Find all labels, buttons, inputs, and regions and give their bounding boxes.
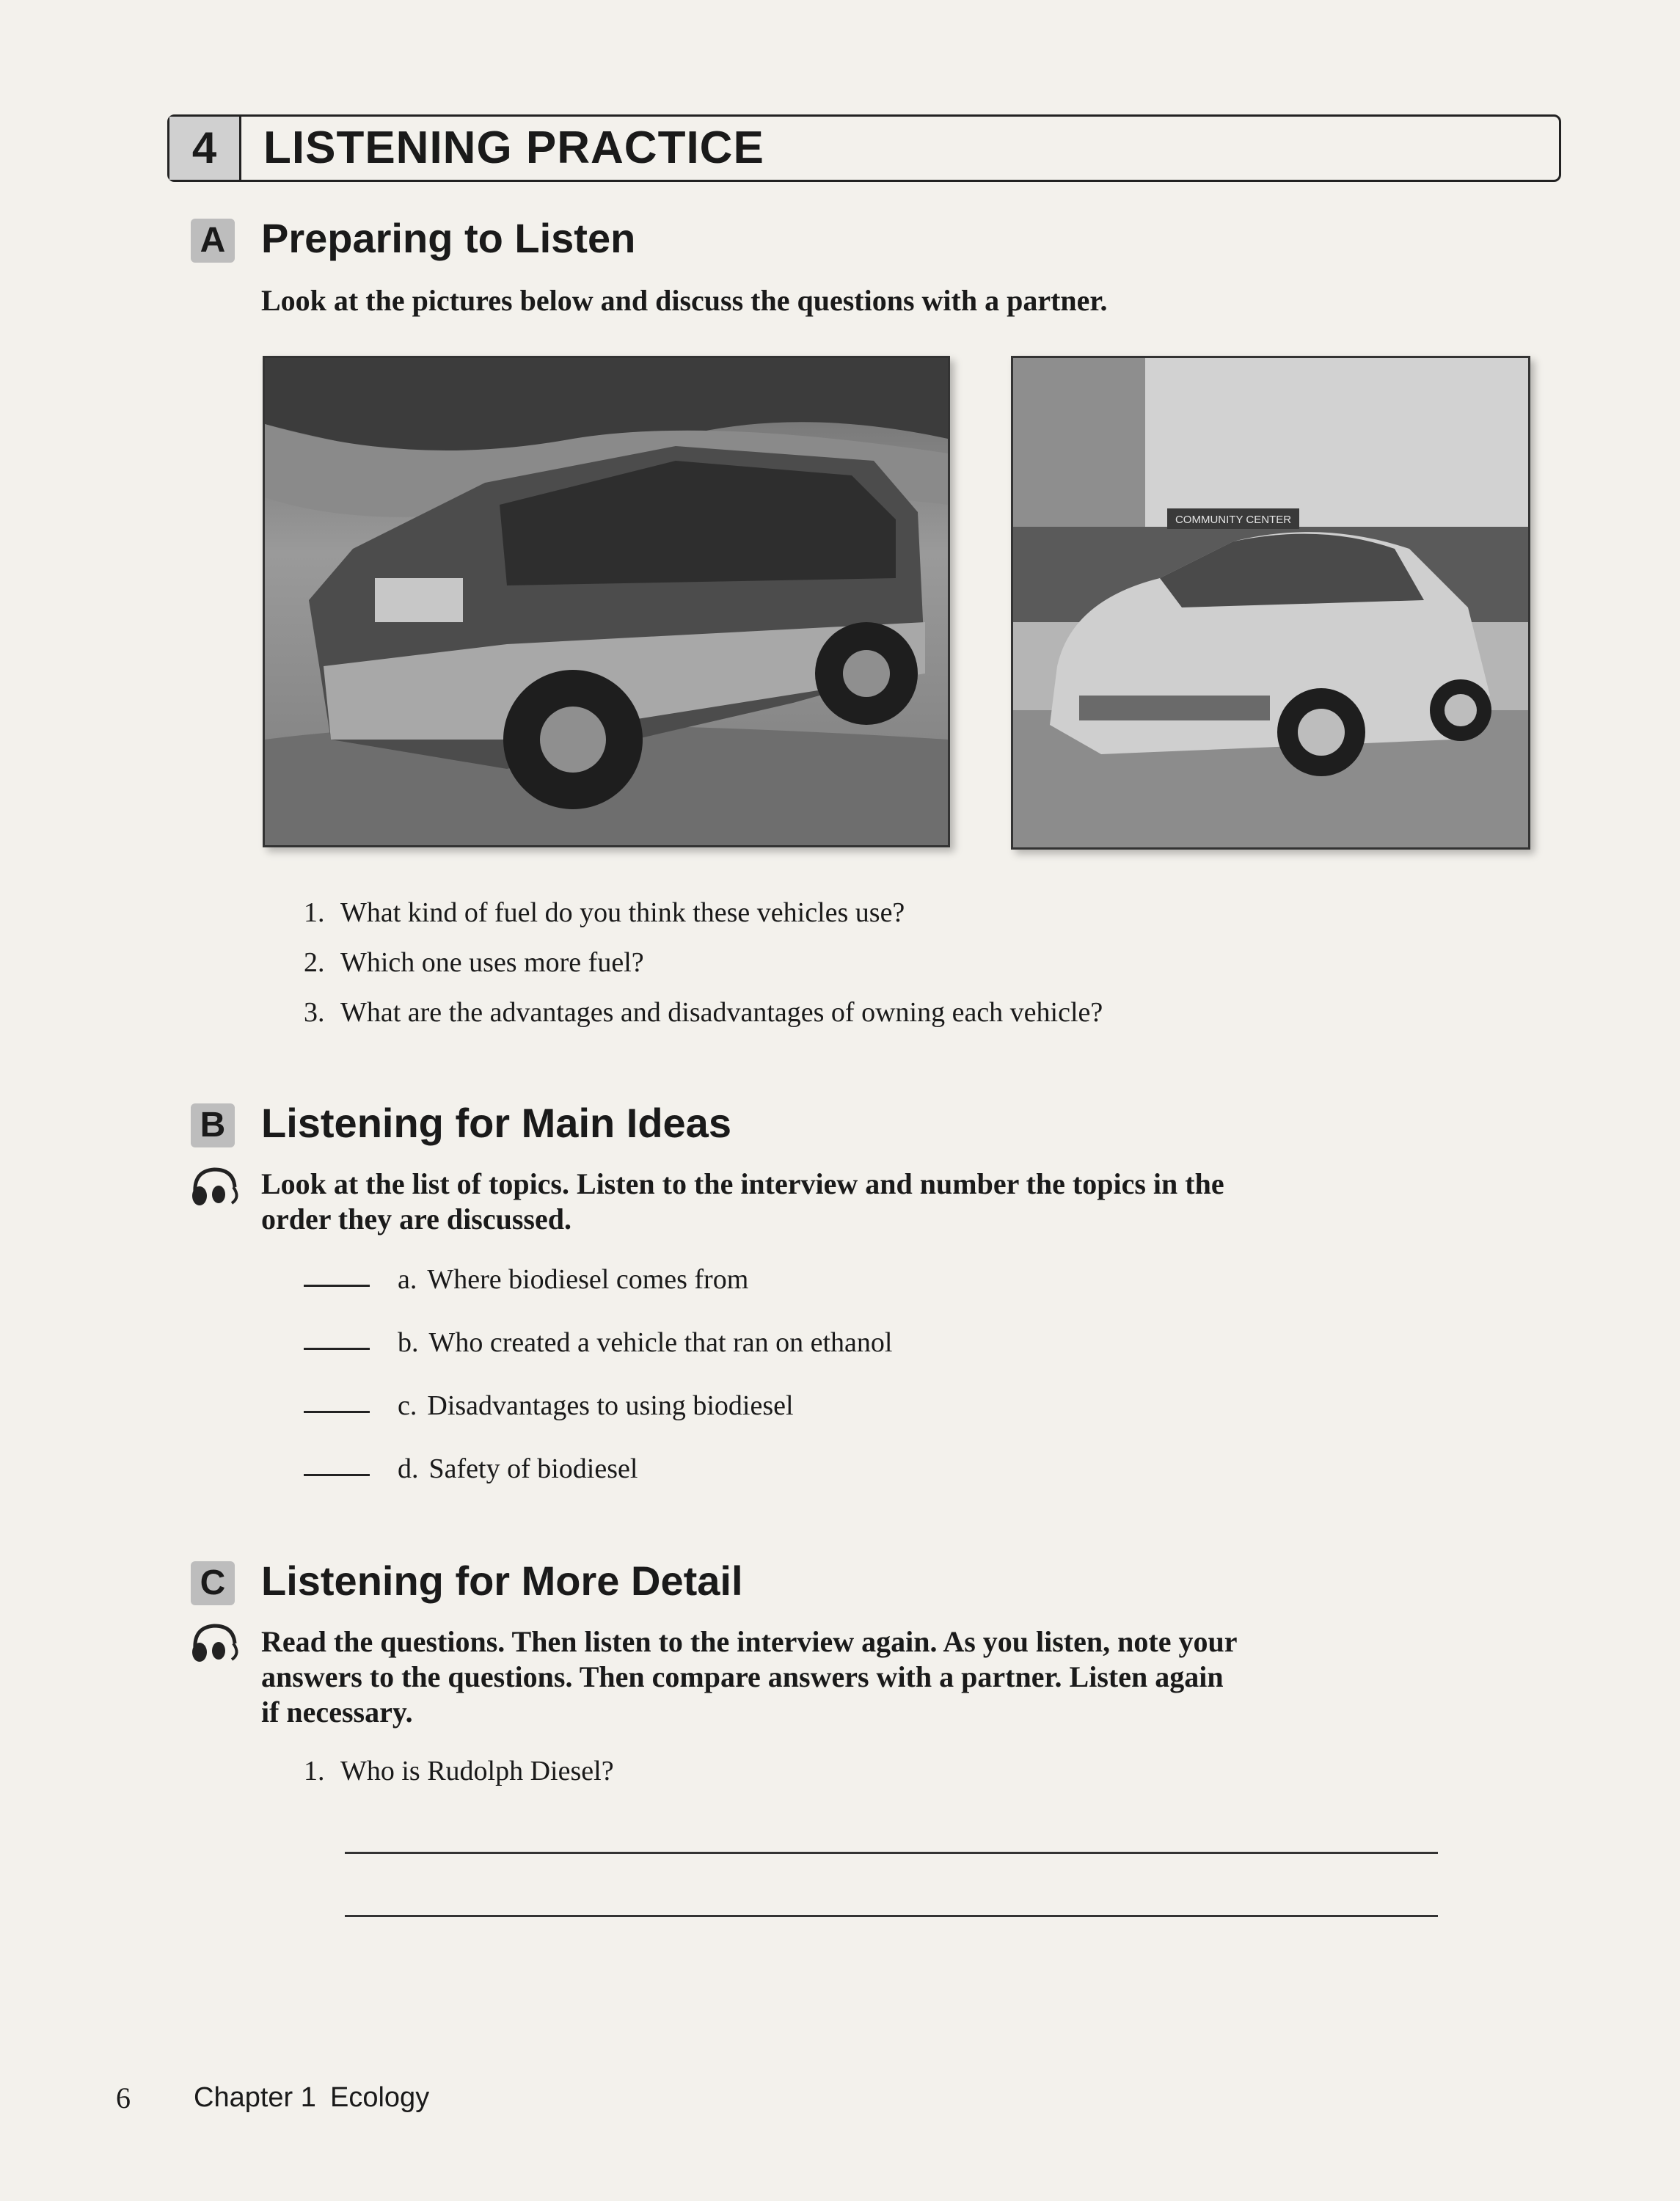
answer-blank[interactable] [304, 1404, 370, 1413]
section-number: 4 [169, 117, 241, 180]
chapter-label: Chapter 1 [194, 2082, 316, 2113]
hybrid-car-illustration [1013, 358, 1528, 847]
answer-blank[interactable] [304, 1340, 370, 1350]
part-a-title: Preparing to Listen [261, 215, 636, 261]
headphones-icon [189, 1621, 245, 1665]
hybrid-car-photo [1011, 356, 1530, 850]
part-b-badge: B [191, 1103, 235, 1147]
part-b-instruction-line-2: order they are discussed. [261, 1202, 571, 1235]
part-a-question-3: 3. What are the advantages and disadvantages of owning each vehicle? [304, 997, 1103, 1028]
suv-photo [263, 356, 950, 847]
part-b-title: Listening for Main Ideas [261, 1100, 731, 1146]
suv-illustration [265, 358, 948, 845]
part-c-instruction-line-3: if necessary. [261, 1696, 413, 1729]
part-b-instruction-line-1: Look at the list of topics. Listen to the interview and number the topics in the [261, 1167, 1224, 1200]
answer-blank[interactable] [304, 1277, 370, 1287]
part-a-instruction: Look at the pictures below and discuss the questions with a partner. [261, 284, 1108, 317]
answer-blank[interactable] [304, 1467, 370, 1476]
part-a-question-2: 2. Which one uses more fuel? [304, 947, 644, 978]
topic-item-b: b. Who created a vehicle that ran on ethanol [304, 1326, 892, 1359]
part-c-instruction-line-1: Read the questions. Then listen to the interview again. As you listen, note your [261, 1625, 1238, 1658]
part-c-badge: C [191, 1561, 235, 1605]
section-title: LISTENING PRACTICE [263, 123, 764, 173]
topic-item-c: c. Disadvantages to using biodiesel [304, 1390, 794, 1422]
part-a-badge: A [191, 219, 235, 263]
answer-line-1[interactable] [345, 1852, 1438, 1854]
headphones-icon [189, 1165, 245, 1209]
section-header [167, 114, 1561, 182]
community-center-sign: COMMUNITY CENTER [1175, 514, 1292, 526]
part-c-instruction-line-2: answers to the questions. Then compare answers with a partner. Listen again [261, 1660, 1224, 1693]
part-c-question-1: 1. Who is Rudolph Diesel? [304, 1756, 614, 1786]
page-number: 6 [116, 2081, 131, 2114]
topic-item-d: d. Safety of biodiesel [304, 1453, 638, 1485]
topic-item-a: a. Where biodiesel comes from [304, 1263, 748, 1296]
chapter-topic: Ecology [330, 2082, 430, 2113]
part-a-question-1: 1. What kind of fuel do you think these vehicles use? [304, 897, 905, 928]
part-c-title: Listening for More Detail [261, 1558, 743, 1604]
answer-line-2[interactable] [345, 1915, 1438, 1917]
